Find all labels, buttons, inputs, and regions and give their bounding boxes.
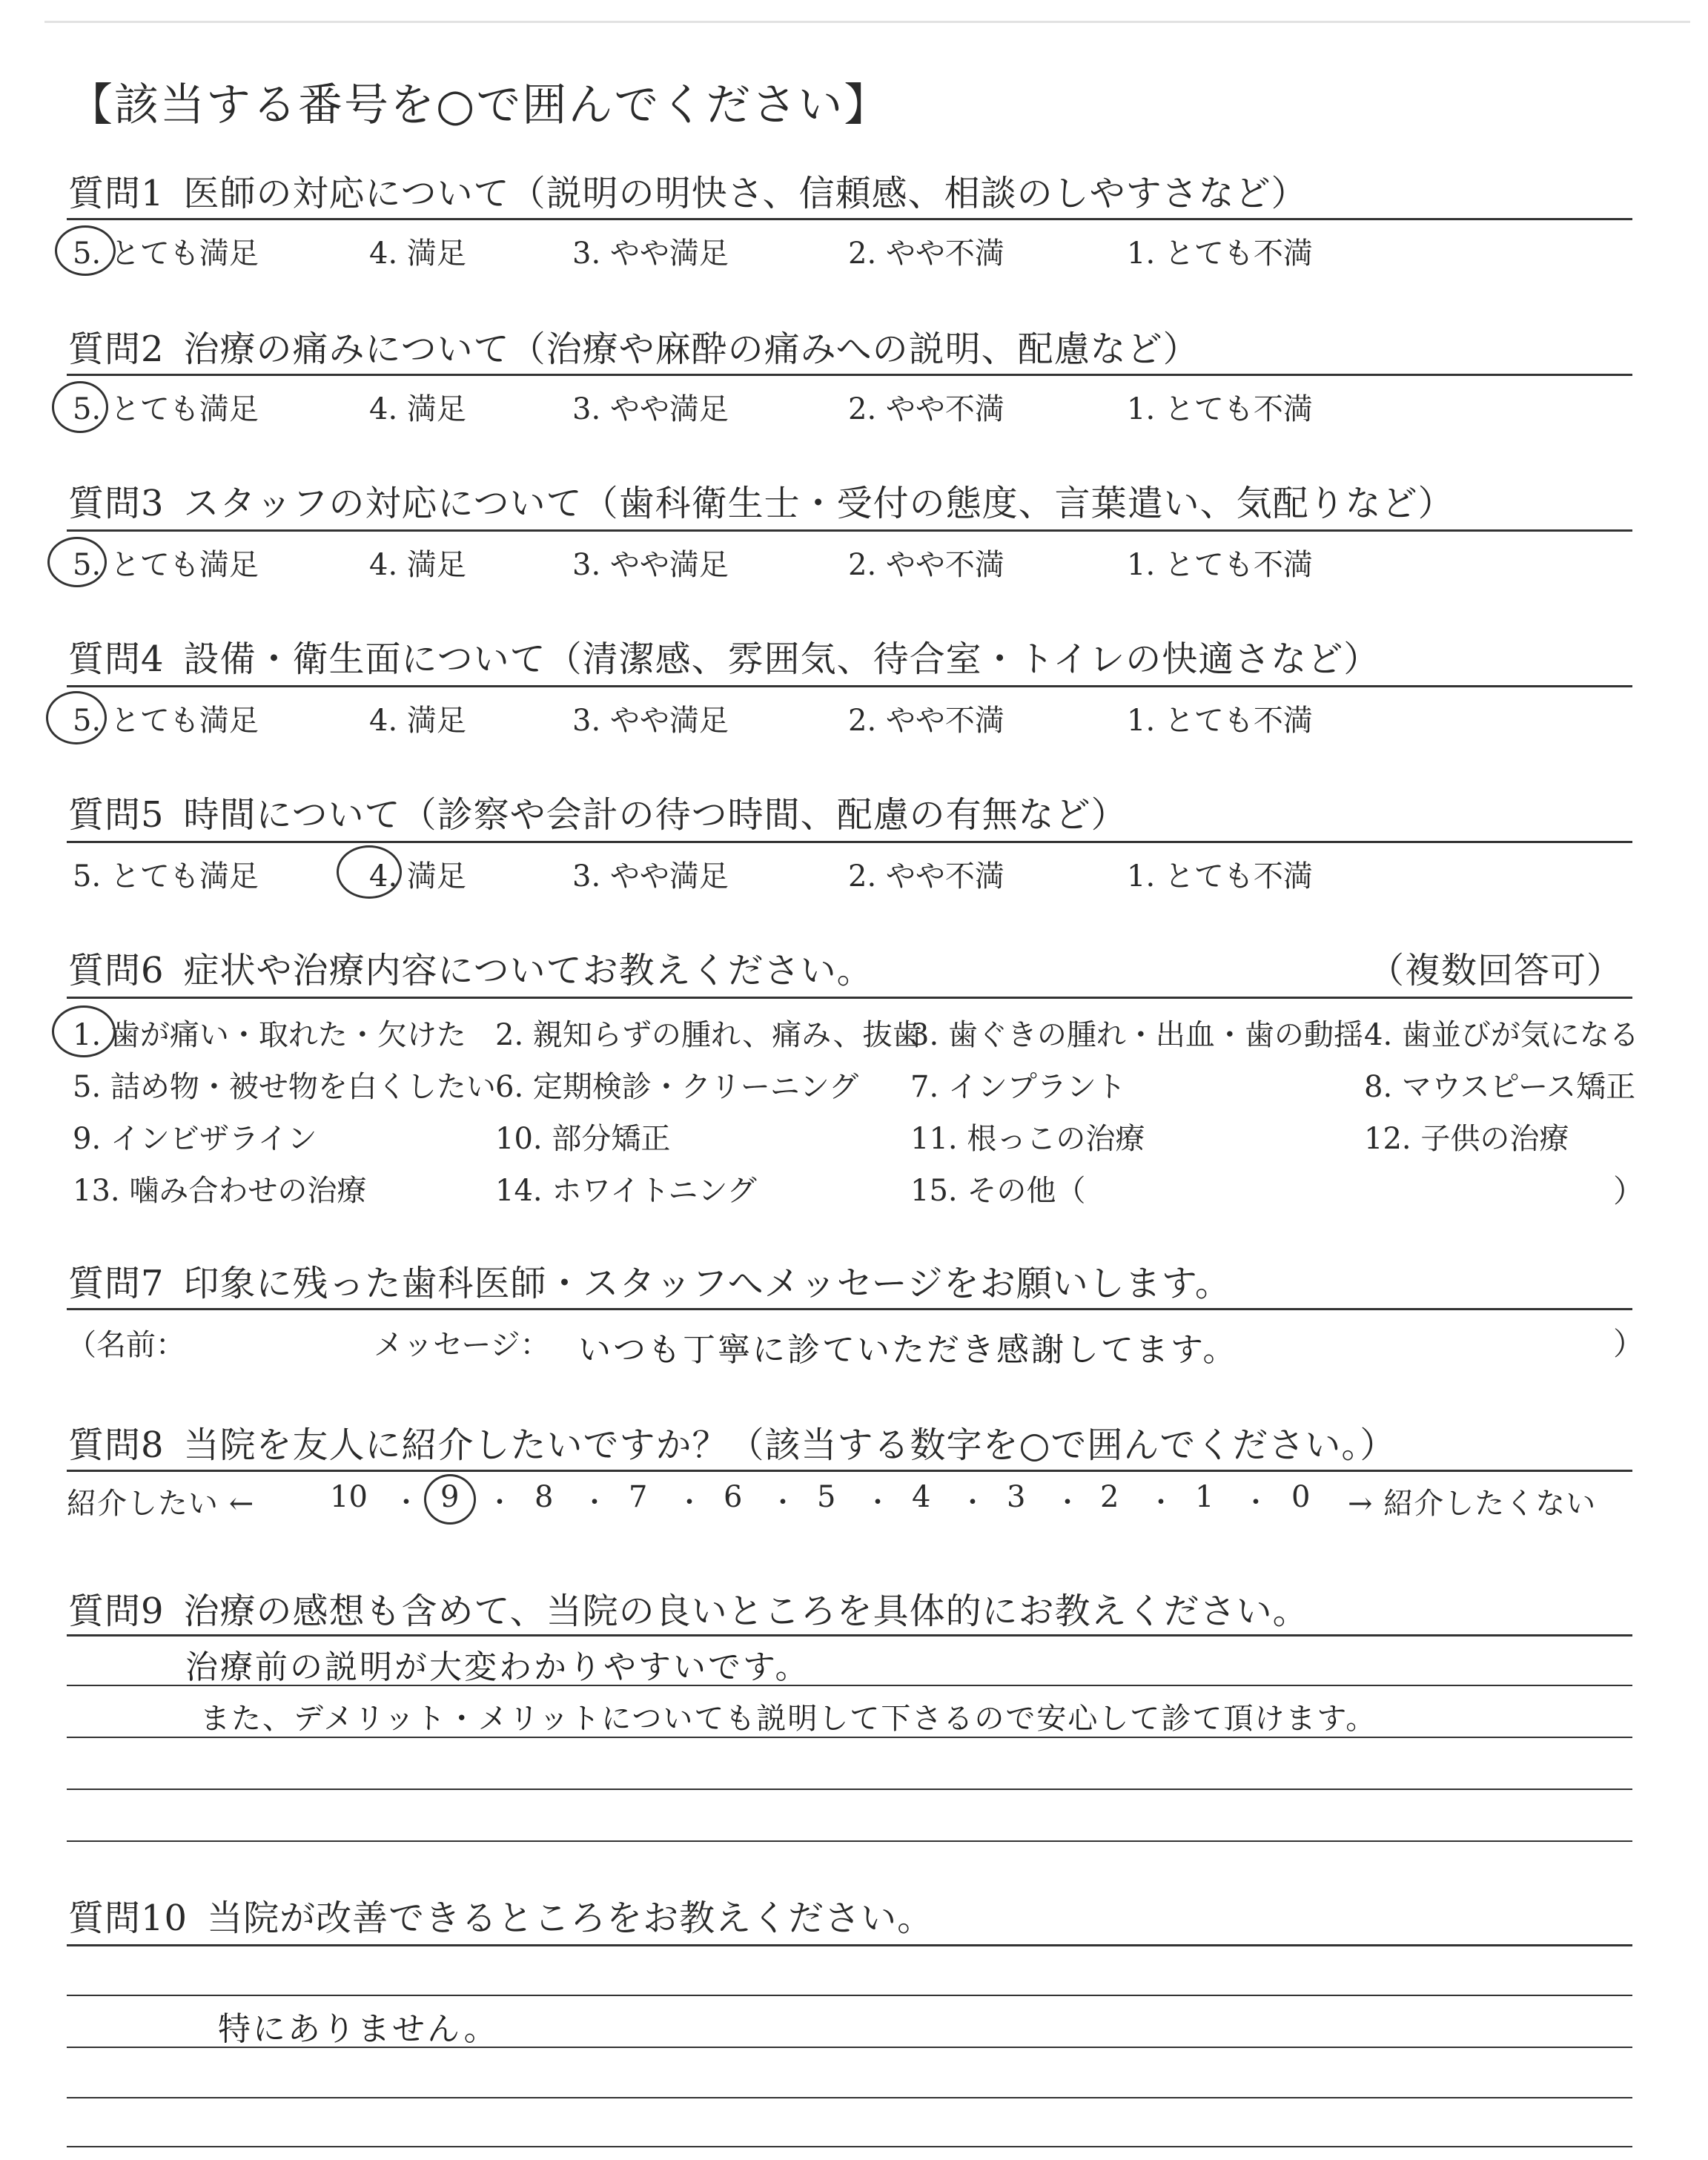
- q8-score-6[interactable]: 6: [724, 1480, 743, 1514]
- q7-close-paren: ）: [1613, 1326, 1645, 1362]
- q3-option-4[interactable]: 4. 満足: [369, 548, 466, 582]
- q3-option-1[interactable]: 1. とても不満: [1127, 548, 1313, 582]
- q3-option-2[interactable]: 2. やや不満: [848, 548, 1004, 582]
- q6-item-4[interactable]: 4. 歯並びが気になる: [1364, 1018, 1639, 1052]
- q6-item-2[interactable]: 2. 親知らずの腫れ、痛み、抜歯: [495, 1018, 922, 1052]
- question-3-number: 質問3: [68, 483, 165, 524]
- question-1: [68, 165, 1308, 216]
- q8-score-4[interactable]: 4: [912, 1480, 931, 1514]
- q5-option-1[interactable]: 1. とても不満: [1127, 859, 1313, 894]
- question-1-text: 医師の対応について（説明の明快さ、信頼感、相談のしやすさなど）: [183, 173, 1308, 214]
- question-2-text: 治療の痛みについて（治療や麻酔の痛みへの説明、配慮など）: [183, 328, 1199, 370]
- question-8-text: 当院を友人に紹介したいですか？（該当する数字を○で囲んでください。）: [183, 1424, 1397, 1466]
- q8-dot: ・: [1242, 1487, 1270, 1518]
- q1-option-3[interactable]: 3. やや満足: [572, 237, 729, 271]
- question-4-text: 設備・衛生面について（清潔感、雰囲気、待合室・トイレの快適さなど）: [183, 638, 1380, 680]
- q8-dot: ・: [769, 1487, 797, 1518]
- q3-selection-circle: [47, 537, 107, 587]
- answer-line: [67, 1789, 1632, 1790]
- question-9-text: 治療の感想も含めて、当院の良いところを具体的にお教えください。: [183, 1591, 1309, 1632]
- question-6-text: 症状や治療内容についてお教えください。: [183, 950, 873, 991]
- q5-option-4[interactable]: 4. 満足: [369, 859, 466, 894]
- question-7: [68, 1255, 1231, 1306]
- q6-other-close-paren: ）: [1613, 1173, 1645, 1209]
- question-9: [68, 1582, 1309, 1634]
- q8-score-8[interactable]: 8: [534, 1480, 554, 1514]
- q4-option-2[interactable]: 2. やや不満: [848, 704, 1004, 738]
- q1-option-5[interactable]: 5. とても満足: [73, 237, 259, 271]
- question-8: [68, 1416, 1396, 1467]
- question-7-number: 質問7: [68, 1263, 165, 1304]
- q6-item-7[interactable]: 7. インプラント: [910, 1070, 1126, 1104]
- question-2: [68, 320, 1199, 371]
- question-10-number: 質問10: [68, 1898, 188, 1939]
- q6-item-5[interactable]: 5. 詰め物・被せ物を白くしたい: [73, 1070, 496, 1104]
- question-2-number: 質問2: [68, 328, 165, 370]
- q8-selection-circle: [424, 1474, 476, 1525]
- q6-item-14[interactable]: 14. ホワイトニング: [495, 1174, 757, 1208]
- q4-option-5[interactable]: 5. とても満足: [73, 704, 259, 738]
- q5-option-3[interactable]: 3. やや満足: [572, 859, 729, 894]
- question-4-rule: [67, 685, 1632, 687]
- q8-dot: ・: [581, 1487, 609, 1518]
- answer-line: [67, 2146, 1632, 2147]
- answer-line: [67, 1995, 1632, 1996]
- q8-score-5[interactable]: 5: [817, 1480, 836, 1514]
- question-10-rule: [67, 1944, 1632, 1946]
- q8-dot: ・: [486, 1487, 514, 1518]
- q5-option-2[interactable]: 2. やや不満: [848, 859, 1004, 894]
- q6-item-10[interactable]: 10. 部分矯正: [495, 1122, 671, 1156]
- q8-left-label: 紹介したい ←: [67, 1487, 255, 1521]
- question-7-rule: [67, 1308, 1632, 1310]
- question-9-number: 質問9: [68, 1591, 165, 1632]
- question-5-text: 時間について（診察や会計の待つ時間、配慮の有無など）: [183, 794, 1128, 836]
- q6-item-12[interactable]: 12. 子供の治療: [1364, 1122, 1569, 1156]
- question-1-rule: [67, 218, 1632, 220]
- q6-item-3[interactable]: 3. 歯ぐきの腫れ・出血・歯の動揺: [910, 1018, 1363, 1052]
- q7-message-handwritten: いつも丁寧に診ていただき感謝してます。: [578, 1331, 1238, 1369]
- q8-dot: ・: [676, 1487, 704, 1518]
- q8-dot: ・: [1148, 1487, 1175, 1518]
- question-3-text: スタッフの対応について（歯科衛生士・受付の態度、言葉遣い、気配りなど）: [183, 483, 1454, 524]
- question-4: [68, 630, 1380, 681]
- q2-option-2[interactable]: 2. やや不満: [848, 392, 1004, 426]
- question-6-rule: [67, 997, 1632, 999]
- q6-item-15[interactable]: 15. その他（: [910, 1174, 1086, 1208]
- question-6: [68, 942, 873, 993]
- q6-item-8[interactable]: 8. マウスピース矯正: [1364, 1070, 1636, 1104]
- q1-option-2[interactable]: 2. やや不満: [848, 237, 1004, 271]
- q7-name-label: （名前：: [67, 1328, 185, 1362]
- q5-option-5[interactable]: 5. とても満足: [73, 859, 259, 894]
- q6-item-1[interactable]: 1. 歯が痛い・取れた・欠けた: [73, 1018, 466, 1052]
- q3-option-5[interactable]: 5. とても満足: [73, 548, 259, 582]
- q8-score-9[interactable]: 9: [440, 1480, 460, 1514]
- q10-answer: 特にありません。: [218, 2010, 499, 2048]
- question-2-rule: [67, 374, 1632, 376]
- q8-score-2[interactable]: 2: [1100, 1480, 1119, 1514]
- q8-right-label: → 紹介したくない: [1348, 1487, 1597, 1521]
- question-3-rule: [67, 529, 1632, 532]
- top-border: [44, 21, 1690, 23]
- question-9-rule: [67, 1634, 1632, 1636]
- question-5-rule: [67, 841, 1632, 843]
- q6-selection-circle: [52, 1005, 116, 1057]
- q8-dot: ・: [864, 1487, 892, 1518]
- q1-option-1[interactable]: 1. とても不満: [1127, 237, 1313, 271]
- question-10: [68, 1889, 933, 1941]
- q4-option-3[interactable]: 3. やや満足: [572, 704, 729, 738]
- question-3: [68, 475, 1454, 526]
- question-7-text: 印象に残った歯科医師・スタッフへメッセージをお願いします。: [183, 1263, 1231, 1304]
- q8-score-0[interactable]: 0: [1291, 1480, 1311, 1514]
- q2-option-3[interactable]: 3. やや満足: [572, 392, 729, 426]
- q2-selection-circle: [52, 381, 108, 433]
- q6-item-9[interactable]: 9. インビザライン: [73, 1122, 317, 1156]
- question-4-number: 質問4: [68, 638, 165, 680]
- question-10-text: 当院が改善できるところをお教えください。: [207, 1898, 934, 1939]
- q8-score-1[interactable]: 1: [1195, 1480, 1214, 1514]
- q8-score-3[interactable]: 3: [1007, 1480, 1026, 1514]
- q4-option-1[interactable]: 1. とても不満: [1127, 704, 1313, 738]
- answer-line: [67, 1840, 1632, 1842]
- question-1-number: 質問1: [68, 173, 165, 214]
- q8-dot: ・: [393, 1487, 420, 1518]
- question-5: [68, 786, 1128, 837]
- q3-option-3[interactable]: 3. やや満足: [572, 548, 729, 582]
- q4-selection-circle: [46, 691, 107, 744]
- q7-message-label: メッセージ：: [374, 1328, 550, 1362]
- question-8-rule: [67, 1470, 1632, 1472]
- q9-answer-line-2: また、デメリット・メリットについても説明して下さるので安心して診て頂けます。: [200, 1702, 1377, 1736]
- question-6-number: 質問6: [68, 950, 165, 991]
- q9-answer-line-1: 治療前の説明が大変わかりやすいです。: [185, 1648, 810, 1686]
- q5-selection-circle: [337, 845, 402, 899]
- q6-item-11[interactable]: 11. 根っこの治療: [910, 1122, 1145, 1156]
- q8-score-10[interactable]: 10: [330, 1480, 368, 1514]
- q8-dot: ・: [959, 1487, 987, 1518]
- q2-option-1[interactable]: 1. とても不満: [1127, 392, 1313, 426]
- q6-item-13[interactable]: 13. 噛み合わせの治療: [73, 1174, 367, 1208]
- question-5-number: 質問5: [68, 794, 165, 836]
- q6-item-6[interactable]: 6. 定期検診・クリーニング: [495, 1070, 859, 1104]
- q2-option-4[interactable]: 4. 満足: [369, 392, 466, 426]
- answer-line: [67, 2097, 1632, 2098]
- question-6-note: （複数回答可）: [1368, 950, 1623, 991]
- q4-option-4[interactable]: 4. 満足: [369, 704, 466, 738]
- q2-option-5[interactable]: 5. とても満足: [73, 392, 259, 426]
- survey-header: 【該当する番号を○で囲んでください】: [68, 79, 890, 131]
- q8-score-7[interactable]: 7: [629, 1480, 648, 1514]
- q8-dot: ・: [1054, 1487, 1082, 1518]
- question-8-number: 質問8: [68, 1424, 165, 1466]
- q1-selection-circle: [55, 225, 116, 276]
- q1-option-4[interactable]: 4. 満足: [369, 237, 466, 271]
